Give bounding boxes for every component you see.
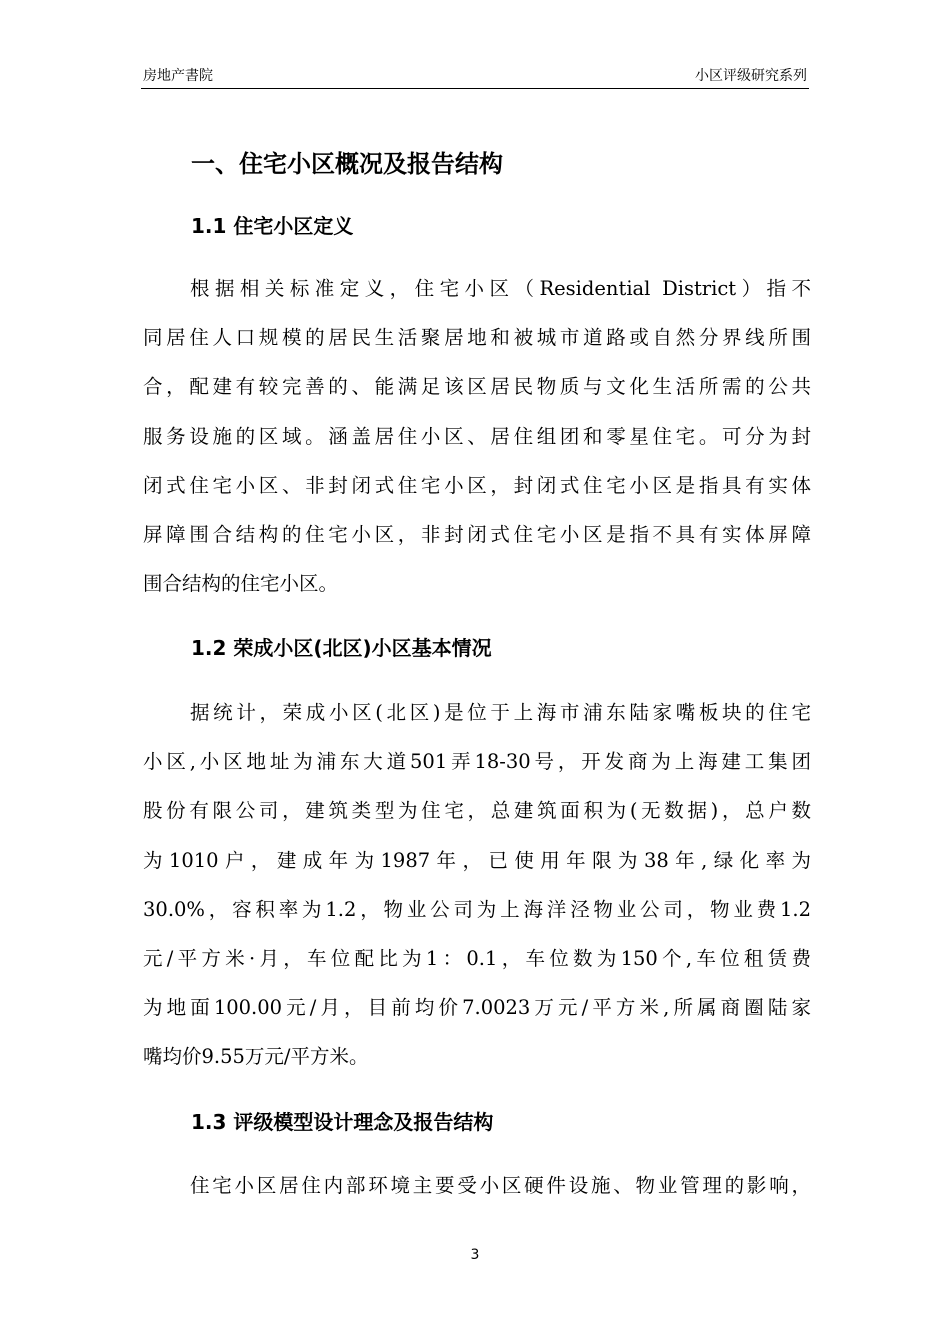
page-header-right: 小区评级研究系列: [695, 68, 807, 84]
paragraph-line: 据统计，荣成小区(北区)是位于上海市浦东陆家嘴板块的住宅: [190, 701, 811, 724]
paragraph-line: 闭式住宅小区、非封闭式住宅小区，封闭式住宅小区是指具有实体: [143, 473, 811, 497]
paragraph-line: 元/平方米·月，车位配比为1：0.1，车位数为150个,车位租赁费: [143, 947, 811, 971]
paragraph-definition: [143, 264, 811, 608]
paragraph-line: 屏障围合结构的住宅小区，非封闭式住宅小区是指不具有实体屏障: [143, 523, 811, 547]
header-divider: [141, 88, 809, 89]
paragraph-line: 小区,小区地址为浦东大道501弄18-30号，开发商为上海建工集团: [143, 750, 811, 774]
paragraph-line: 为1010户，建成年为1987年，已使用年限为38年,绿化率为: [143, 848, 811, 872]
section-heading-1-2: 1.2 荣成小区(北区)小区基本情况: [191, 636, 492, 660]
section-heading-1-3: 1.3 评级模型设计理念及报告结构: [191, 1110, 494, 1134]
paragraph-line: 服务设施的区域。涵盖居住小区、居住组团和零星住宅。可分为封: [143, 424, 811, 448]
paragraph-line: 为地面100.00元/月，目前均价7.0023万元/平方米,所属商圈陆家: [143, 996, 811, 1020]
paragraph-line: 嘴均价9.55万元/平方米。: [143, 1045, 369, 1069]
paragraph-basic-info: [143, 688, 811, 1082]
page-number: 3: [470, 1247, 480, 1263]
paragraph-line: 同居住人口规模的居民生活聚居地和被城市道路或自然分界线所围: [143, 326, 811, 350]
paragraph-line: 围合结构的住宅小区。: [143, 572, 339, 596]
paragraph-line: 30.0%，容积率为1.2，物业公司为上海洋泾物业公司，物业费1.2: [143, 897, 811, 921]
section-heading-1-1: 1.1 住宅小区定义: [191, 214, 354, 238]
paragraph-line: 合，配建有较完善的、能满足该区居民物质与文化生活所需的公共: [143, 375, 811, 399]
page-header-left: 房地产書院: [143, 68, 213, 84]
paragraph-line: 根据相关标准定义，住宅小区（Residential District）指不: [190, 277, 811, 300]
paragraph-rating-model: [143, 1161, 811, 1210]
chapter-title: 一、住宅小区概况及报告结构: [191, 150, 503, 178]
paragraph-line: 住宅小区居住内部环境主要受小区硬件设施、物业管理的影响，: [190, 1174, 811, 1197]
paragraph-line: 股份有限公司，建筑类型为住宅，总建筑面积为(无数据)，总户数: [143, 799, 811, 823]
